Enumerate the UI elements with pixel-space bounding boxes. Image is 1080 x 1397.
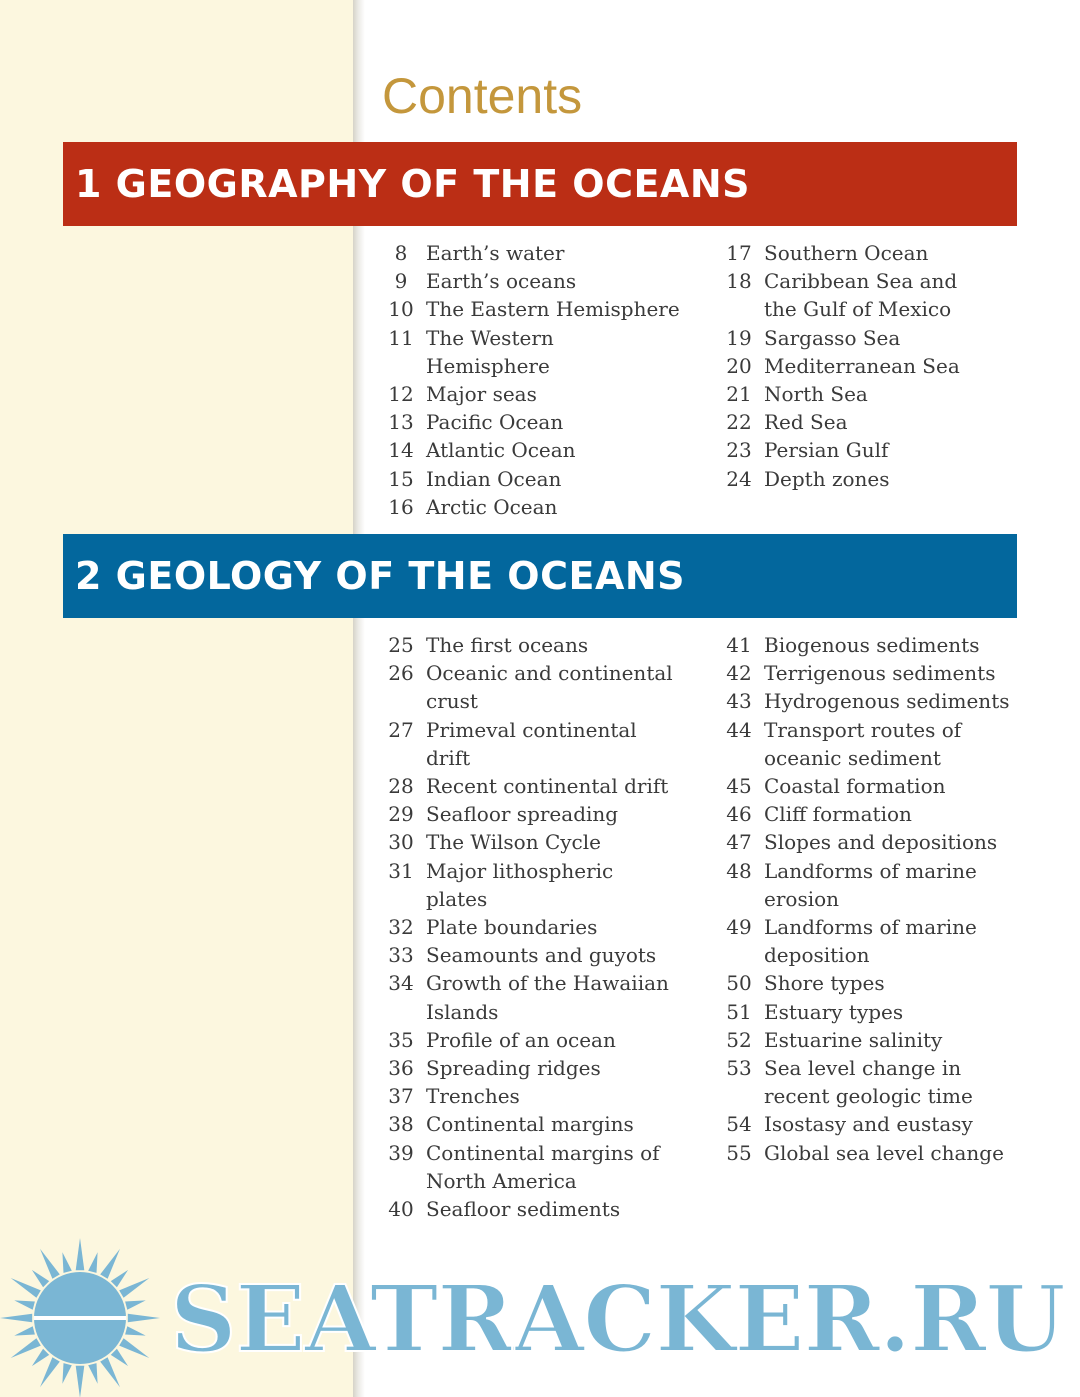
toc-entry[interactable] [380, 295, 680, 323]
toc-entry[interactable] [718, 998, 1018, 1026]
toc-page-number: 11 [388, 325, 414, 350]
page-title: Contents [382, 68, 583, 124]
toc-entry-title: Atlantic Ocean [426, 438, 576, 463]
sun-ray [128, 1314, 160, 1323]
sun-ray [88, 1363, 97, 1384]
toc-entry-title: Landforms of marine erosion [764, 858, 977, 911]
sun-ray [40, 1357, 60, 1387]
sun-ray [32, 1270, 49, 1287]
toc-page-number: 34 [388, 971, 414, 996]
toc-page-number: 18 [726, 269, 752, 294]
toc-entry-title: Coastal formation [764, 774, 946, 799]
toc-page-number: 10 [388, 297, 414, 322]
toc-entry[interactable] [380, 239, 680, 267]
toc-entry-title: North Sea [764, 382, 868, 407]
toc-entry[interactable] [380, 1082, 680, 1110]
toc-entry[interactable] [718, 1054, 1018, 1110]
toc-entry[interactable] [380, 408, 680, 436]
toc-entry-title: Caribbean Sea and the Gulf of Mexico [764, 269, 958, 322]
toc-page-number: 36 [388, 1056, 414, 1081]
toc-page-number: 20 [726, 353, 752, 378]
toc-entry-title: Sargasso Sea [764, 325, 901, 350]
toc-page-number: 15 [388, 466, 414, 491]
toc-entry[interactable] [380, 969, 680, 1025]
toc-entry[interactable] [718, 716, 1018, 772]
toc-entry-title: Landforms of marine deposition [764, 915, 977, 968]
toc-page-number: 29 [388, 802, 414, 827]
toc-page-number: 48 [726, 858, 752, 883]
toc-page-number: 9 [394, 269, 408, 294]
sun-ray [40, 1249, 60, 1279]
toc-page-number: 31 [388, 858, 414, 883]
toc-entry-title: Major seas [426, 382, 537, 407]
toc-page-number: 33 [388, 943, 414, 968]
toc-entry[interactable] [718, 324, 978, 352]
sun-ray [62, 1252, 71, 1273]
toc-entry-title: Profile of an ocean [426, 1027, 616, 1052]
toc-entry[interactable] [718, 969, 1018, 997]
toc-entry[interactable] [718, 800, 1018, 828]
toc-page-number: 12 [388, 382, 414, 407]
toc-entry[interactable] [380, 465, 680, 493]
toc-entry[interactable] [718, 465, 978, 493]
toc-page-number: 22 [726, 410, 752, 435]
sun-ray [32, 1349, 49, 1366]
toc-entry[interactable] [380, 1026, 680, 1054]
toc-entry[interactable] [380, 659, 680, 715]
toc-page-number: 52 [726, 1027, 752, 1052]
sun-ray [76, 1238, 85, 1270]
toc-entry-title: Transport routes of oceanic sediment [764, 717, 962, 770]
toc-page-number: 27 [388, 717, 414, 742]
section-1-banner [63, 142, 1017, 226]
sun-ray [88, 1252, 97, 1273]
toc-page-number: 37 [388, 1084, 414, 1109]
toc-entry-title: Seafloor sediments [426, 1197, 621, 1222]
toc-page-number: 17 [726, 241, 752, 265]
sun-ray [111, 1349, 128, 1366]
toc-entry-title: Persian Gulf [764, 438, 889, 463]
toc-page-number: 40 [388, 1197, 414, 1222]
toc-entry[interactable] [380, 267, 680, 295]
toc-entry-title: Earth’s oceans [426, 269, 577, 294]
toc-page-number: 39 [388, 1140, 414, 1165]
section-2-banner [63, 534, 1017, 618]
section-2-toc-right-column [718, 631, 1018, 1167]
toc-page-number: 47 [726, 830, 752, 855]
toc-entry[interactable] [718, 436, 978, 464]
sun-ray [125, 1300, 146, 1309]
toc-entry[interactable] [380, 1110, 680, 1138]
toc-entry[interactable] [718, 659, 1018, 687]
toc-page-number: 23 [726, 438, 752, 463]
toc-page-number: 25 [388, 633, 414, 657]
toc-entry-title: Arctic Ocean [426, 494, 558, 519]
toc-page-number: 55 [726, 1140, 752, 1165]
toc-entry[interactable] [380, 631, 680, 659]
toc-entry-title: The Wilson Cycle [426, 830, 601, 855]
toc-entry-title: Biogenous sediments [764, 633, 980, 657]
toc-entry-title: Spreading ridges [426, 1056, 601, 1081]
toc-entry-title: Growth of the Hawaiian Islands [426, 971, 669, 1024]
toc-page-number: 53 [726, 1056, 752, 1081]
toc-page-number: 24 [726, 466, 752, 491]
toc-entry-title: Estuary types [764, 999, 904, 1024]
section-1-toc-right-column [718, 239, 978, 493]
toc-page-number: 28 [388, 774, 414, 799]
sun-ray [125, 1326, 146, 1335]
toc-entry-title: Slopes and depositions [764, 830, 998, 855]
toc-page-number: 43 [726, 689, 752, 714]
toc-entry-title: Isostasy and eustasy [764, 1112, 973, 1137]
toc-entry-title: The Western Hemisphere [426, 325, 554, 378]
toc-entry-title: Southern Ocean [764, 241, 929, 265]
sun-ray [111, 1270, 128, 1287]
toc-entry[interactable] [380, 857, 680, 913]
toc-entry[interactable] [718, 631, 1018, 659]
toc-entry[interactable] [718, 352, 978, 380]
toc-entry-title: The first oceans [426, 633, 589, 657]
toc-entry-title: Indian Ocean [426, 466, 562, 491]
section-1-heading: 1 GEOGRAPHY OF THE OCEANS [75, 162, 751, 206]
toc-page-number: 8 [394, 241, 408, 265]
toc-page-number: 45 [726, 774, 752, 799]
section-1-toc-left-column [380, 239, 680, 521]
sun-ray [76, 1366, 85, 1397]
toc-entry[interactable] [718, 828, 1018, 856]
sun-ray [62, 1363, 71, 1384]
toc-entry[interactable] [718, 687, 1018, 715]
toc-entry[interactable] [380, 913, 680, 941]
toc-page-number: 35 [388, 1027, 414, 1052]
sun-ray [11, 1278, 41, 1298]
toc-entry[interactable] [718, 772, 1018, 800]
toc-entry[interactable] [380, 716, 680, 772]
toc-entry[interactable] [718, 1110, 1018, 1138]
toc-entry-title: Depth zones [764, 466, 890, 491]
toc-entry-title: Continental margins of North America [426, 1140, 660, 1193]
toc-page-number: 21 [726, 382, 752, 407]
toc-entry-title: Recent continental drift [426, 774, 669, 799]
toc-entry[interactable] [380, 1139, 680, 1195]
toc-entry-title: Earth’s water [426, 241, 565, 265]
toc-entry-title: Plate boundaries [426, 915, 598, 940]
toc-page-number: 14 [388, 438, 414, 463]
sun-ray [100, 1249, 120, 1279]
sun-ray [119, 1338, 149, 1358]
sun-ray [119, 1278, 149, 1298]
toc-entry-title: Seamounts and guyots [426, 943, 657, 968]
sun-ray [14, 1300, 35, 1309]
toc-entry-title: Continental margins [426, 1112, 634, 1137]
toc-entry[interactable] [718, 380, 978, 408]
toc-page-number: 50 [726, 971, 752, 996]
toc-entry[interactable] [718, 239, 978, 267]
toc-entry[interactable] [380, 380, 680, 408]
toc-entry-title: Mediterranean Sea [764, 353, 960, 378]
sun-ray [100, 1357, 120, 1387]
toc-page-number: 26 [388, 661, 414, 686]
toc-page-number: 16 [388, 494, 414, 519]
toc-page-number: 13 [388, 410, 414, 435]
toc-entry-title: Trenches [426, 1084, 520, 1109]
toc-entry[interactable] [718, 1139, 1018, 1167]
toc-page-number: 49 [726, 915, 752, 940]
toc-entry-title: Pacific Ocean [426, 410, 564, 435]
toc-entry[interactable] [718, 408, 978, 436]
sun-ray [0, 1314, 32, 1323]
toc-entry-title: Shore types [764, 971, 885, 996]
section-2-toc-left-column [380, 631, 680, 1223]
toc-entry[interactable] [380, 828, 680, 856]
toc-entry[interactable] [380, 941, 680, 969]
toc-page-number: 51 [726, 999, 752, 1024]
toc-page-number: 30 [388, 830, 414, 855]
toc-entry-title: Oceanic and continental crust [426, 661, 673, 714]
toc-entry-title: Major lithospheric plates [426, 858, 614, 911]
toc-entry[interactable] [380, 324, 680, 380]
toc-page-number: 41 [726, 633, 752, 657]
toc-page-number: 19 [726, 325, 752, 350]
toc-entry[interactable] [380, 436, 680, 464]
toc-page-number: 54 [726, 1112, 752, 1137]
sun-ray [14, 1326, 35, 1335]
toc-entry[interactable] [380, 800, 680, 828]
toc-entry[interactable] [380, 1054, 680, 1082]
sun-ray [11, 1338, 41, 1358]
toc-entry-title: Seafloor spreading [426, 802, 619, 827]
toc-entry[interactable] [380, 493, 680, 521]
toc-entry-title: Estuarine salinity [764, 1027, 943, 1052]
toc-entry-title: Global sea level change [764, 1140, 1004, 1165]
toc-page-number: 42 [726, 661, 752, 686]
toc-entry-title: Hydrogenous sediments [764, 689, 1010, 714]
toc-page-number: 38 [388, 1112, 414, 1137]
toc-entry[interactable] [380, 1195, 680, 1223]
toc-page-number: 44 [726, 717, 752, 742]
watermark-text: SEATRACKER.RU [170, 1265, 1065, 1373]
toc-entry[interactable] [380, 772, 680, 800]
toc-entry-title: Red Sea [764, 410, 848, 435]
toc-entry-title: The Eastern Hemisphere [426, 297, 680, 322]
toc-entry-title: Cliff formation [764, 802, 912, 827]
toc-entry[interactable] [718, 1026, 1018, 1054]
toc-entry[interactable] [718, 913, 1018, 969]
toc-entry[interactable] [718, 267, 978, 323]
toc-page-number: 32 [388, 915, 414, 940]
toc-entry-title: Terrigenous sediments [764, 661, 996, 686]
toc-page-number: 46 [726, 802, 752, 827]
toc-entry-title: Sea level change in recent geologic time [764, 1056, 973, 1109]
section-2-heading: 2 GEOLOGY OF THE OCEANS [75, 554, 686, 598]
toc-entry-title: Primeval continental drift [426, 717, 637, 770]
toc-entry[interactable] [718, 857, 1018, 913]
